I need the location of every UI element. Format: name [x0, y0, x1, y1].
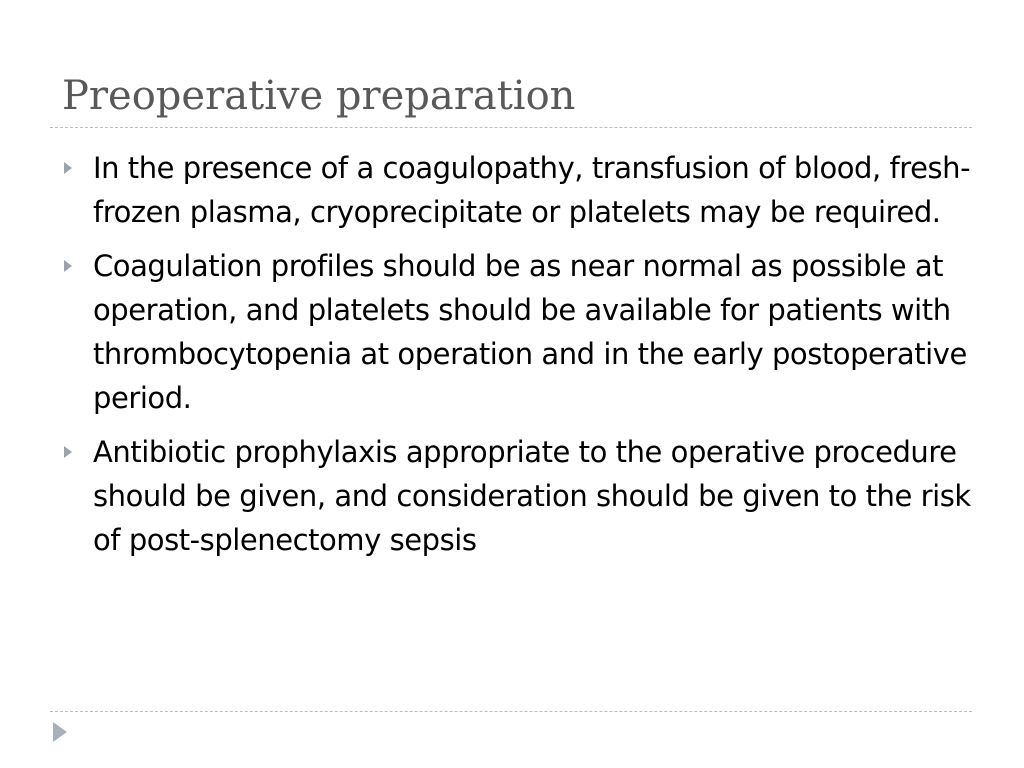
title-divider [50, 127, 972, 128]
bullet-text: Coagulation profiles should be as near normal as possible at operation, and platelets should be available for patients with thrombocytopenia at operation and in the early postoperative period. [93, 249, 967, 415]
bullet-item [62, 430, 972, 562]
triangle-right-icon [64, 162, 72, 174]
bullet-text: In the presence of a coagulopathy, transfusion of blood, fresh-frozen plasma, cryoprecipitate or platelets may be required. [93, 151, 971, 229]
bullet-item [62, 146, 972, 234]
triangle-right-icon [53, 722, 67, 742]
slide-title: Preoperative preparation [62, 73, 576, 119]
bullet-text: Antibiotic prophylaxis appropriate to the operative procedure should be given, and consideration should be given to the risk of post-splenectomy sepsis [93, 435, 971, 557]
bullet-list [62, 146, 972, 572]
footer-divider [50, 711, 972, 712]
triangle-right-icon [64, 260, 72, 272]
triangle-right-icon [64, 446, 72, 458]
bullet-item [62, 244, 972, 420]
